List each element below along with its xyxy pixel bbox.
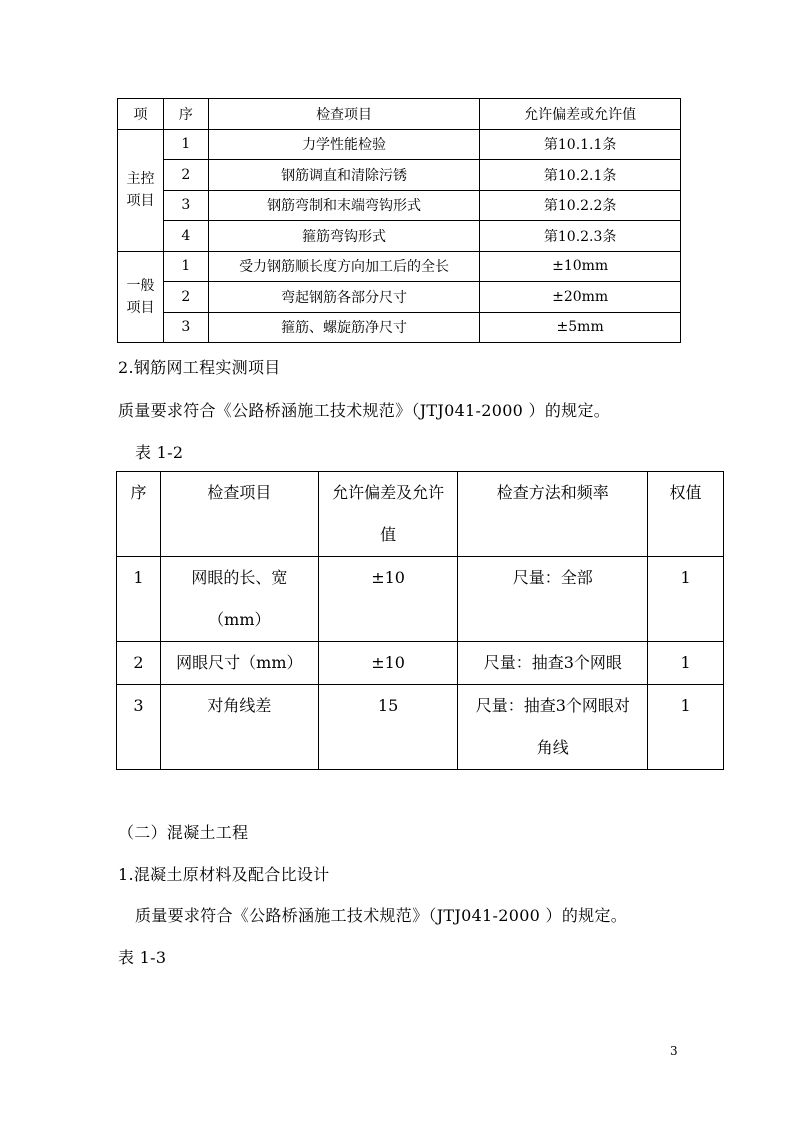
table-row [117, 557, 724, 642]
group-label-main-control [118, 129, 164, 251]
item-cell: 钢筋调直和清除污锈 [208, 160, 479, 191]
item-line: 网眼的长、宽 [191, 568, 288, 587]
row-number: 2 [117, 642, 161, 685]
method-cell: 尺量：抽查3个网眼 [458, 642, 648, 685]
method-cell: 尺量：全部 [458, 557, 648, 642]
item-cell: 箍筋、螺旋筋净尺寸 [208, 312, 479, 343]
table-label-3: 表 1-3 [118, 948, 167, 967]
table-header-row [118, 99, 681, 130]
table-row [118, 190, 681, 221]
table-row [118, 160, 681, 191]
weight-cell: 1 [648, 685, 724, 770]
item-cell [160, 557, 318, 642]
table-header-row [117, 472, 724, 557]
row-number: 3 [163, 312, 208, 343]
item-cell: 力学性能检验 [208, 129, 479, 160]
mesh-measurement-table [116, 471, 724, 770]
item-cell: 受力钢筋顺长度方向加工后的全长 [208, 251, 479, 282]
method-line: 角线 [536, 738, 569, 757]
item-cell: 网眼尺寸（mm） [160, 642, 318, 685]
row-number: 3 [163, 190, 208, 221]
group-label-line: 项目 [126, 193, 155, 209]
table-row [118, 282, 681, 313]
header-cell: 项 [118, 99, 164, 130]
header-line: 允许偏差及允许 [332, 483, 445, 502]
quality-requirement-text: 质量要求符合《公路桥涵施工技术规范》（JTJ041-2000 ）的规定。 [118, 401, 611, 420]
header-cell: 检查方法和频率 [458, 472, 648, 557]
header-cell: 检查项目 [208, 99, 479, 130]
table-label: 表 1-2 [135, 443, 184, 462]
header-cell: 允许偏差或允许值 [480, 99, 681, 130]
header-cell: 序 [163, 99, 208, 130]
weight-cell: 1 [648, 642, 724, 685]
value-cell: ±10mm [480, 251, 681, 282]
row-number: 3 [117, 685, 161, 770]
header-cell [318, 472, 458, 557]
quality-requirement-text-2: 质量要求符合《公路桥涵施工技术规范》（JTJ041-2000 ）的规定。 [135, 906, 628, 925]
table-row [118, 251, 681, 282]
method-line: 尺量：抽查3个网眼对 [475, 696, 630, 715]
item-cell: 弯起钢筋各部分尺寸 [208, 282, 479, 313]
item-cell: 钢筋弯制和末端弯钩形式 [208, 190, 479, 221]
row-number: 1 [163, 251, 208, 282]
row-number: 4 [163, 221, 208, 252]
section-heading-mesh: 2.钢筋网工程实测项目 [118, 358, 281, 377]
table-row [117, 685, 724, 770]
row-number: 2 [163, 160, 208, 191]
section-heading-concrete: （二）混凝土工程 [118, 823, 249, 842]
header-cell: 序 [117, 472, 161, 557]
page-number: 3 [670, 1044, 678, 1058]
tolerance-cell: 15 [318, 685, 458, 770]
table-row [118, 312, 681, 343]
value-cell: 第10.2.2条 [480, 190, 681, 221]
row-number: 1 [117, 557, 161, 642]
header-cell: 权值 [648, 472, 724, 557]
row-number: 2 [163, 282, 208, 313]
method-cell [458, 685, 648, 770]
subsection-heading-materials: 1.混凝土原材料及配合比设计 [118, 865, 330, 884]
table-row [118, 129, 681, 160]
group-label-general [118, 251, 164, 343]
value-cell: 第10.1.1条 [480, 129, 681, 160]
value-cell: ±5mm [480, 312, 681, 343]
value-cell: ±20mm [480, 282, 681, 313]
header-line: 值 [380, 525, 397, 544]
inspection-items-table [117, 98, 681, 343]
item-line: （mm） [208, 610, 271, 629]
item-cell: 对角线差 [160, 685, 318, 770]
value-cell: 第10.2.3条 [480, 221, 681, 252]
tolerance-cell: ±10 [318, 642, 458, 685]
tolerance-cell: ±10 [318, 557, 458, 642]
group-label-line: 一般 [126, 277, 155, 294]
table-row [118, 221, 681, 252]
table-row [117, 642, 724, 685]
weight-cell: 1 [648, 557, 724, 642]
group-label-line: 主控 [126, 171, 155, 187]
item-cell: 箍筋弯钩形式 [208, 221, 479, 252]
value-cell: 第10.2.1条 [480, 160, 681, 191]
header-cell: 检查项目 [160, 472, 318, 557]
group-label-line: 项目 [126, 299, 155, 316]
row-number: 1 [163, 129, 208, 160]
